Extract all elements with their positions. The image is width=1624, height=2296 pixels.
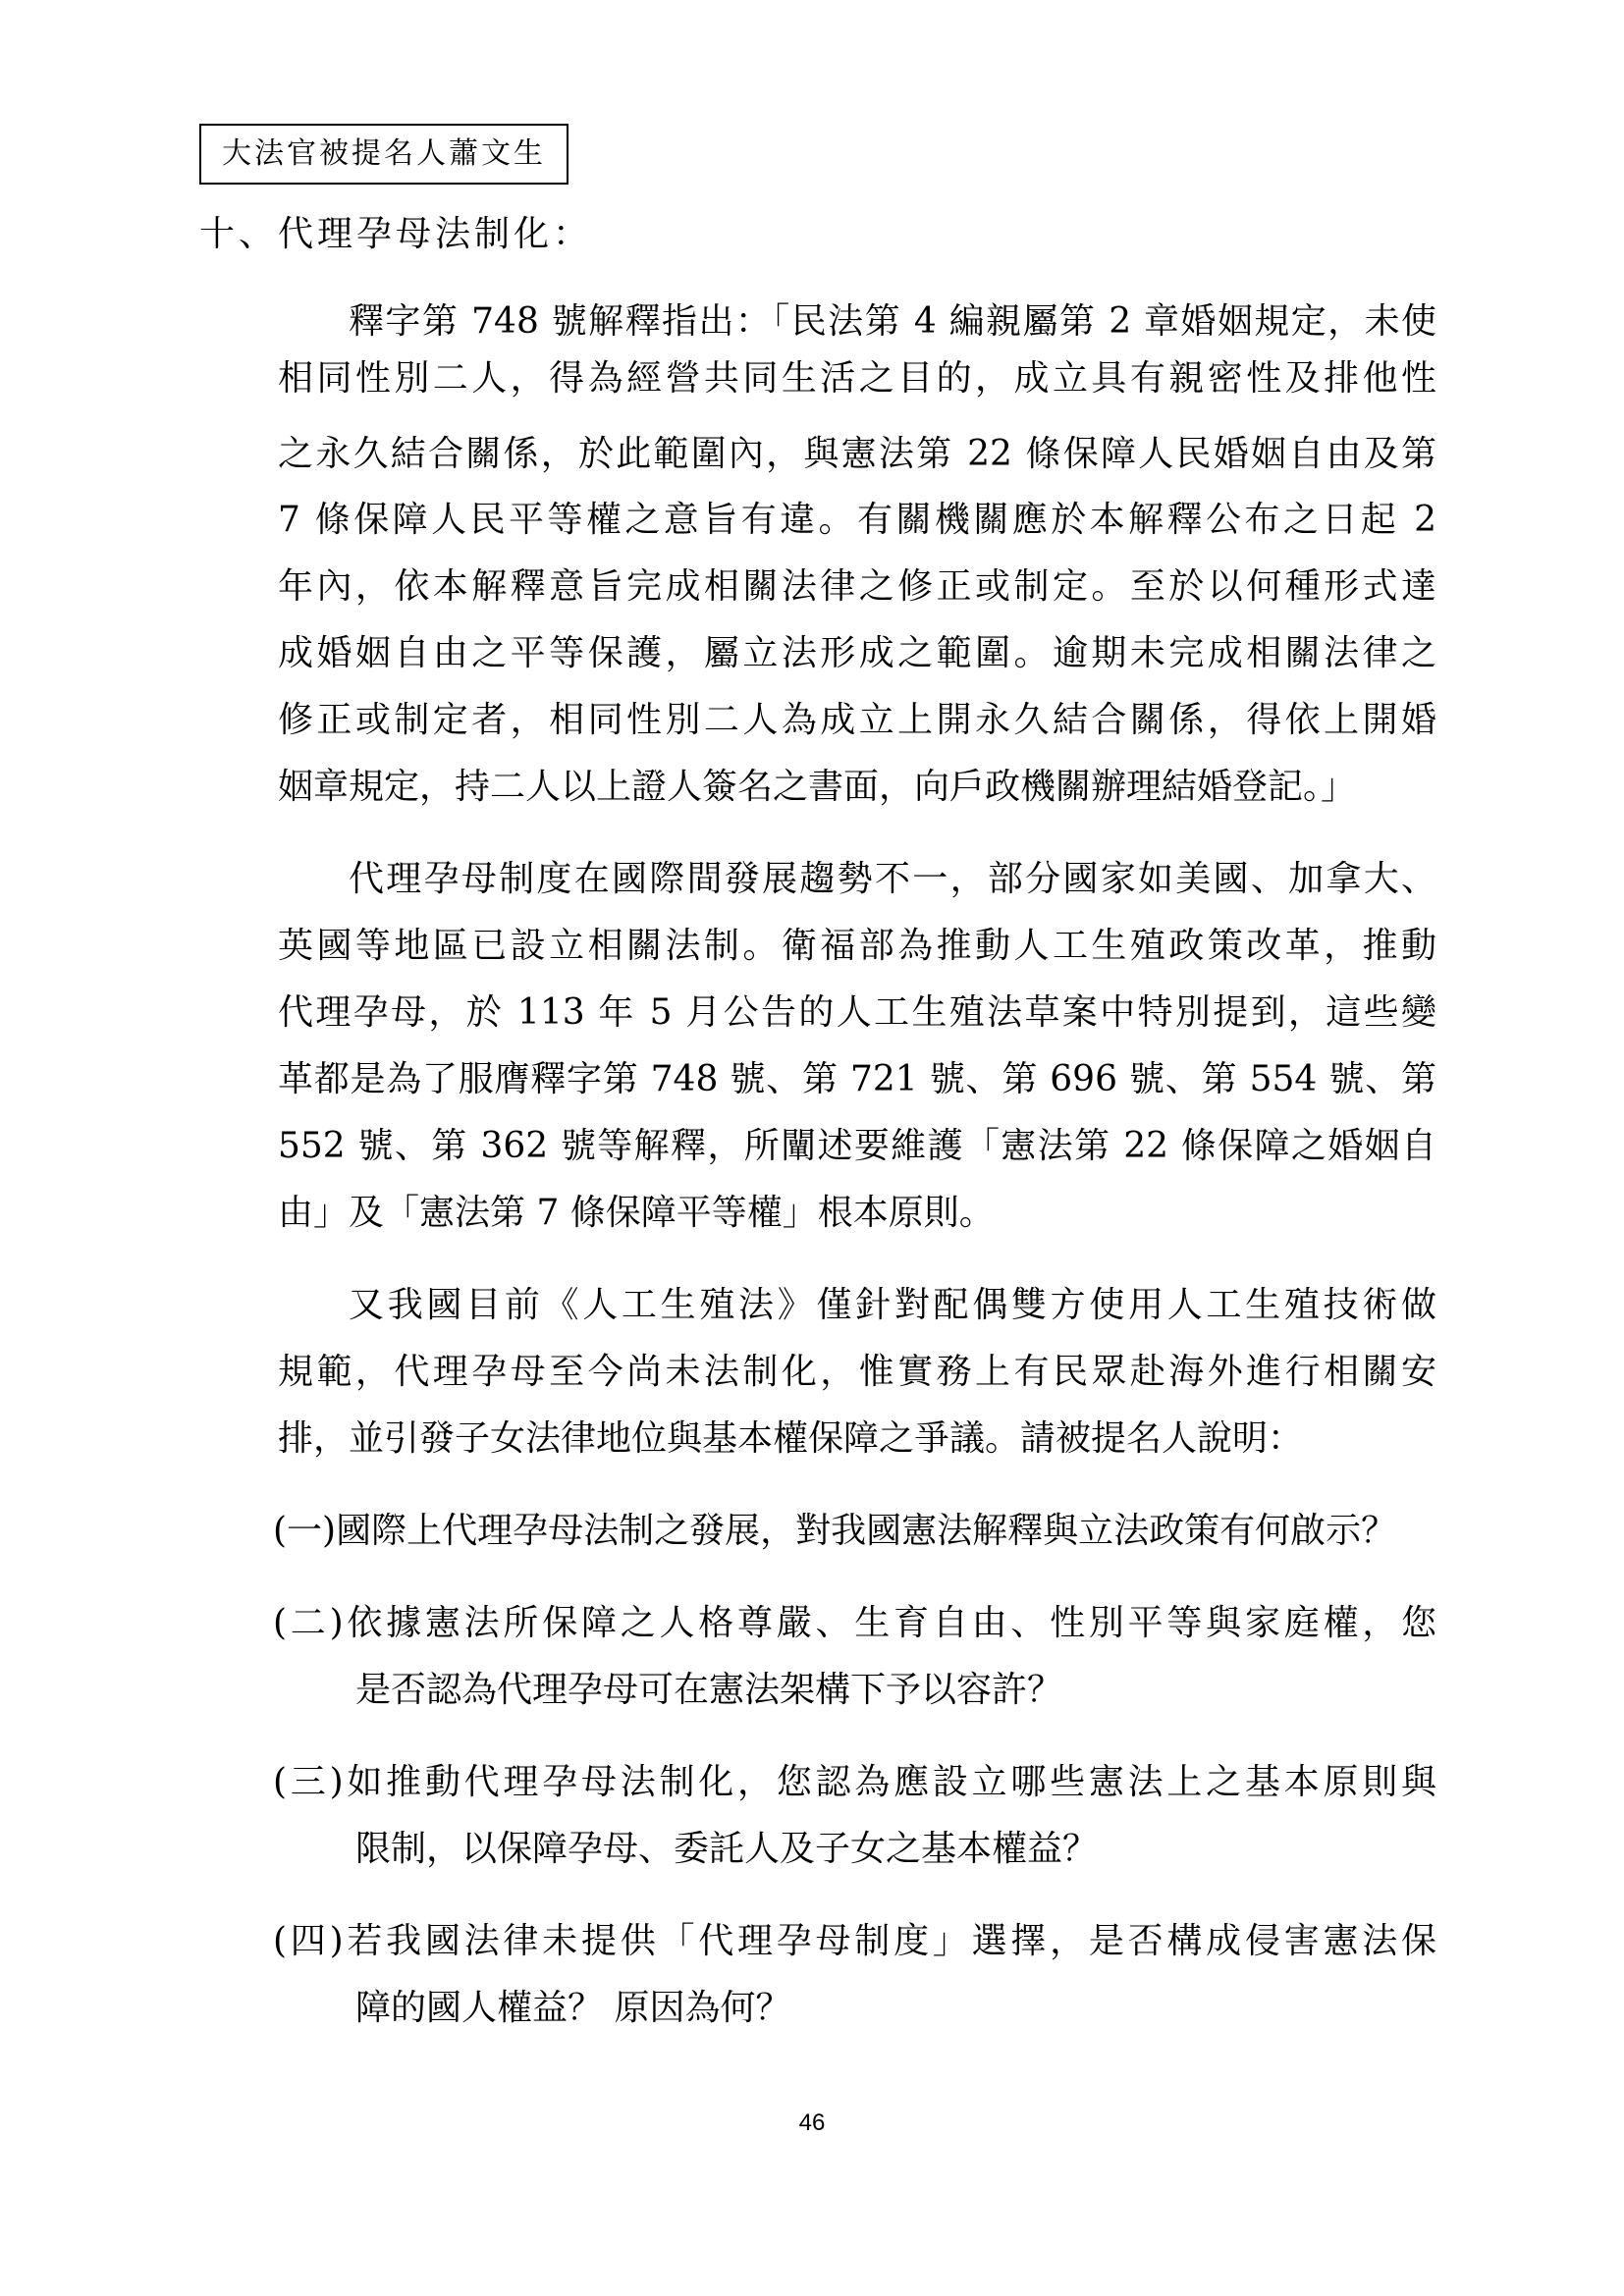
nominee-header-box: 大法官被提名人蕭文生 — [199, 124, 568, 185]
question-4-line-1: (四)若我國法律未提供「代理孕母制度」選擇，是否構成侵害憲法保 — [273, 1921, 1436, 1961]
paragraph-2-line-3: 代理孕母，於 113 年 5 月公告的人工生殖法草案中特別提到，這些變 — [278, 992, 1436, 1033]
question-1: (一)國際上代理孕母法制之發展，對我國憲法解釋與立法政策有何啟示？ — [273, 1511, 1397, 1551]
paragraph-1-line-1: 釋字第 748 號解釋指出：「民法第 4 編親屬第 2 章婚姻規定，未使 — [349, 301, 1436, 342]
paragraph-1-line-3: 之永久結合關係，於此範圍內，與憲法第 22 條保障人民婚姻自由及第 — [278, 434, 1436, 474]
paragraph-2-line-4: 革都是為了服膺釋字第 748 號、第 721 號、第 696 號、第 554 號、第 — [278, 1059, 1436, 1099]
paragraph-1-line-8: 姻章規定，持二人以上證人簽名之書面，向戶政機關辦理結婚登記。」 — [278, 767, 1357, 807]
question-3-line-2: 限制，以保障孕母、委託人及子女之基本權益？ — [355, 1829, 1099, 1869]
paragraph-3-line-2: 規範，代理孕母至今尚未法制化，惟實務上有民眾赴海外進行相關安 — [278, 1352, 1436, 1392]
paragraph-3-line-1: 又我國目前《人工生殖法》僅針對配偶雙方使用人工生殖技術做 — [349, 1285, 1436, 1325]
paragraph-1-line-2: 相同性別二人，得為經營共同生活之目的，成立具有親密性及排他性 — [278, 358, 1436, 399]
paragraph-1-line-5: 年內，依本解釋意旨完成相關法律之修正或制定。至於以何種形式達 — [278, 566, 1436, 607]
paragraph-1-line-7: 修正或制定者，相同性別二人為成立上開永久結合關係，得依上開婚 — [278, 700, 1436, 740]
question-4-line-2: 障的國人權益？ 原因為何？ — [355, 1988, 791, 2028]
question-3-line-1: (三)如推動代理孕母法制化，您認為應設立哪些憲法上之基本原則與 — [273, 1762, 1436, 1802]
paragraph-1-line-4: 7 條保障人民平等權之意旨有違。有關機關應於本解釋公布之日起 2 — [278, 500, 1436, 540]
question-2-line-1: (二)依據憲法所保障之人格尊嚴、生育自由、性別平等與家庭權，您 — [273, 1603, 1436, 1643]
paragraph-1-line-6: 成婚姻自由之平等保護，屬立法形成之範圍。逾期未完成相關法律之 — [278, 633, 1436, 673]
paragraph-2-line-6: 由」及「憲法第 7 條保障平等權」根本原則。 — [278, 1193, 995, 1233]
question-2-line-2: 是否認為代理孕母可在憲法架構下予以容許？ — [355, 1670, 1063, 1710]
paragraph-3-line-3: 排，並引發子女法律地位與基本權保障之爭議。請被提名人說明： — [278, 1418, 1304, 1459]
paragraph-2-line-5: 552 號、第 362 號等解釋，所闡述要維護「憲法第 22 條保障之婚姻自 — [278, 1126, 1436, 1166]
page-number: 46 — [798, 2109, 826, 2136]
paragraph-2-line-1: 代理孕母制度在國際間發展趨勢不一，部分國家如美國、加拿大、 — [349, 859, 1436, 899]
paragraph-2-line-2: 英國等地區已設立相關法制。衛福部為推動人工生殖政策改革，推動 — [278, 926, 1436, 966]
section-title: 十、代理孕母法制化： — [199, 214, 593, 254]
